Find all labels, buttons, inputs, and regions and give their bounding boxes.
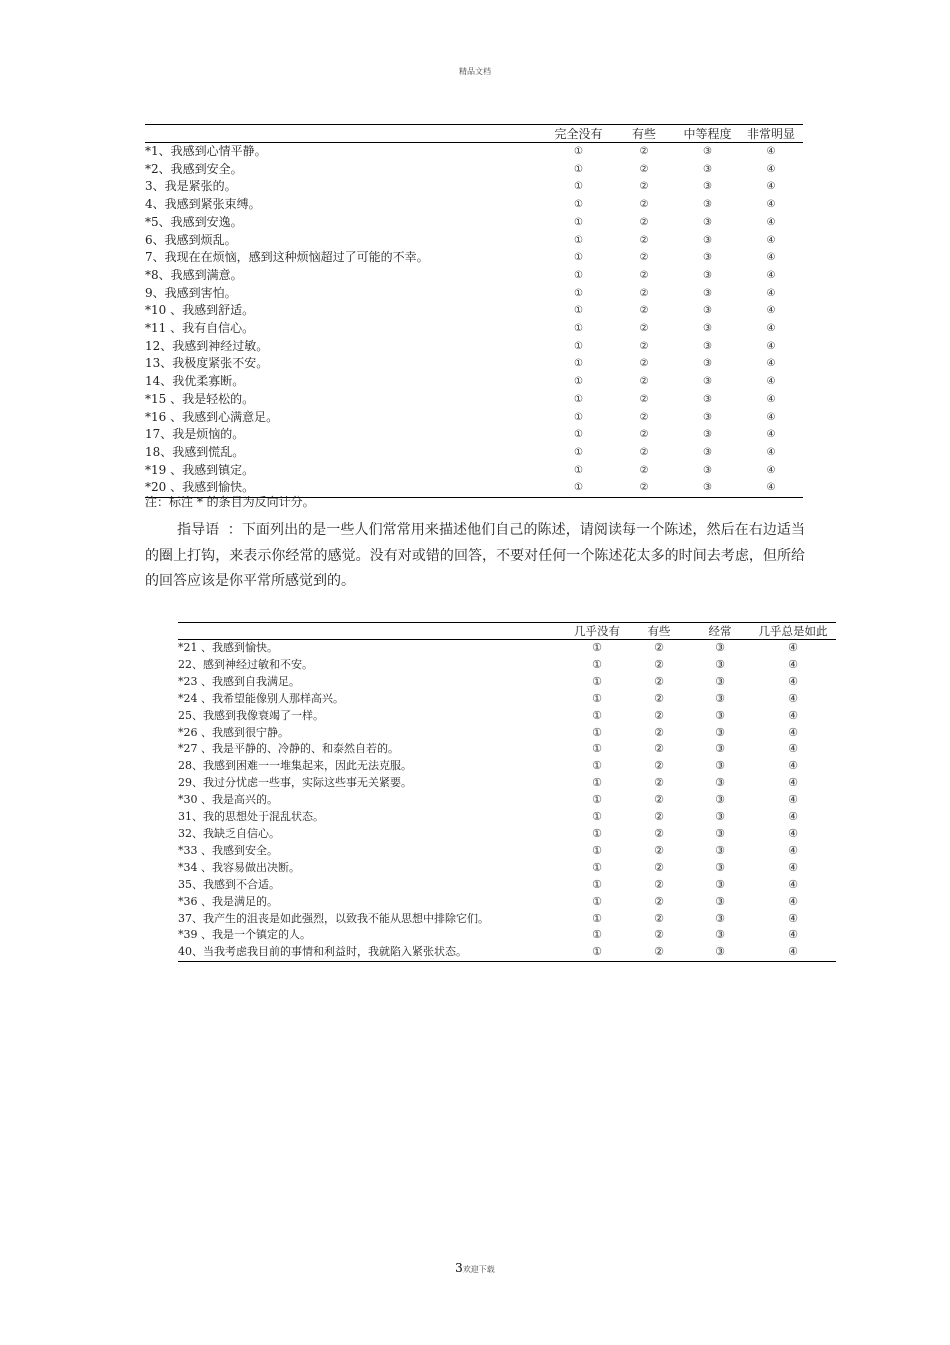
rating-option-4[interactable]: ④ (766, 429, 776, 441)
rating-option-4[interactable]: ④ (766, 393, 776, 405)
item-text: *8、我感到满意。 (145, 267, 243, 282)
rating-option-4[interactable]: ④ (788, 826, 798, 840)
rating-option-2[interactable]: ② (639, 163, 649, 175)
table-row (145, 391, 803, 409)
rating-option-1[interactable]: ① (574, 163, 583, 175)
rating-option-1[interactable]: ① (574, 464, 583, 476)
item-text: 37、我产生的沮丧是如此强烈，以致我不能从思想中排除它们。 (178, 911, 489, 925)
item-text: 7、我现在在烦恼，感到这种烦恼超过了可能的不幸。 (145, 250, 429, 265)
table-row (145, 267, 803, 285)
rating-option-2[interactable]: ② (639, 252, 649, 264)
rating-option-1[interactable]: ① (592, 759, 602, 773)
table-row (145, 161, 803, 179)
anxiety-scale-table-2 (178, 622, 836, 962)
item-text: 28、我感到困难一一堆集起来，因此无法克服。 (178, 759, 412, 773)
table-row (145, 409, 803, 427)
rating-option-2[interactable]: ② (654, 708, 664, 722)
rating-option-1[interactable]: ① (592, 877, 602, 891)
rating-option-3[interactable]: ③ (703, 464, 712, 476)
table-row (145, 249, 803, 267)
table-row (178, 725, 836, 742)
rating-option-3[interactable]: ③ (715, 759, 725, 773)
table-row (178, 657, 836, 674)
rating-option-4[interactable]: ④ (788, 759, 798, 773)
table-row (178, 894, 836, 911)
rating-option-3[interactable]: ③ (715, 657, 725, 671)
table-row (178, 674, 836, 691)
rating-option-4[interactable]: ④ (788, 708, 798, 722)
rating-option-2[interactable]: ② (639, 393, 649, 405)
rating-option-4[interactable]: ④ (766, 411, 776, 423)
item-text: *5、我感到安逸。 (145, 214, 243, 229)
item-text: *16 、我感到心满意足。 (145, 409, 279, 424)
page-footer (0, 1261, 950, 1275)
table-row (145, 462, 803, 480)
rating-option-4[interactable]: ④ (766, 163, 776, 175)
rating-option-1[interactable]: ① (592, 928, 602, 942)
rating-option-4[interactable]: ④ (766, 305, 776, 317)
rating-option-2[interactable]: ② (639, 234, 649, 246)
rating-option-3[interactable]: ③ (715, 641, 725, 654)
item-text: *27 、我是平静的、冷静的、和泰然自若的。 (178, 742, 399, 756)
rating-option-2[interactable]: ② (639, 464, 649, 476)
item-text: *15 、我是轻松的。 (145, 391, 255, 406)
table-row (145, 285, 803, 303)
rating-option-2[interactable]: ② (639, 323, 649, 335)
rating-option-3[interactable]: ③ (715, 674, 725, 688)
rating-option-4[interactable]: ④ (788, 691, 798, 705)
table-row (178, 741, 836, 758)
rating-option-3[interactable]: ③ (703, 269, 712, 281)
rating-option-1[interactable]: ① (592, 793, 602, 807)
table-row (178, 927, 836, 944)
rating-option-4[interactable]: ④ (788, 877, 798, 891)
item-text: 13、我极度紧张不安。 (145, 356, 269, 371)
footnote: 注：标注 * 的条目为反向计分。 (145, 495, 315, 509)
rating-option-2[interactable]: ② (654, 776, 664, 790)
page-number: 3 (455, 1261, 463, 1275)
rating-option-3[interactable]: ③ (703, 181, 712, 193)
item-text: *39 、我是一个镇定的人。 (178, 928, 311, 942)
rating-option-4[interactable]: ④ (766, 252, 776, 264)
item-text: *26 、我感到很宁静。 (178, 725, 289, 739)
rating-option-4[interactable]: ④ (766, 482, 776, 494)
rating-option-3[interactable]: ③ (715, 860, 725, 874)
item-text: *2、我感到安全。 (145, 161, 243, 176)
rating-option-3[interactable]: ③ (703, 216, 712, 228)
rating-option-3[interactable]: ③ (703, 376, 712, 388)
rating-option-2[interactable]: ② (639, 269, 649, 281)
rating-option-2[interactable]: ② (639, 340, 649, 352)
rating-option-1[interactable]: ① (592, 911, 602, 925)
rating-option-4[interactable]: ④ (788, 928, 798, 942)
rating-option-3[interactable]: ③ (703, 305, 712, 317)
rating-option-4[interactable]: ④ (788, 776, 798, 790)
rating-option-1[interactable]: ① (574, 411, 583, 423)
column-header: 非常明显 (739, 125, 803, 143)
item-text: 31、我的思想处于混乱状态。 (178, 810, 324, 824)
column-header: 经常 (690, 623, 750, 640)
rating-option-3[interactable]: ③ (703, 393, 712, 405)
rating-option-3[interactable]: ③ (703, 287, 712, 299)
rating-option-4[interactable]: ④ (788, 742, 798, 756)
table-row (145, 338, 803, 356)
item-text: *20 、我感到愉快。 (145, 480, 255, 495)
rating-option-4[interactable]: ④ (788, 793, 798, 807)
item-text: *23 、我感到自我满足。 (178, 674, 300, 688)
rating-option-1[interactable]: ① (592, 725, 602, 739)
rating-option-2[interactable]: ② (654, 877, 664, 891)
rating-option-2[interactable]: ② (654, 810, 664, 824)
item-text: 17、我是烦恼的。 (145, 427, 245, 442)
rating-option-2[interactable]: ② (639, 376, 649, 388)
table-row (145, 178, 803, 196)
item-text: *1、我感到心情平静。 (145, 144, 267, 158)
rating-option-1[interactable]: ① (592, 810, 602, 824)
item-text: 3、我是紧张的。 (145, 179, 237, 194)
table-row (145, 232, 803, 250)
table-row (178, 911, 836, 928)
rating-option-1[interactable]: ① (574, 199, 583, 211)
rating-option-4[interactable]: ④ (788, 641, 798, 654)
rating-option-1[interactable]: ① (574, 287, 583, 299)
column-header: 几乎没有 (566, 623, 628, 640)
rating-option-3[interactable]: ③ (715, 826, 725, 840)
rating-option-2[interactable]: ② (639, 358, 649, 370)
column-header-item (145, 125, 545, 143)
item-text: 6、我感到烦乱。 (145, 232, 237, 247)
rating-option-3[interactable]: ③ (715, 776, 725, 790)
rating-option-4[interactable]: ④ (788, 894, 798, 908)
rating-option-1[interactable]: ① (574, 340, 583, 352)
rating-option-4[interactable]: ④ (766, 199, 776, 211)
rating-option-1[interactable]: ① (592, 776, 602, 790)
rating-option-3[interactable]: ③ (703, 446, 712, 458)
rating-option-3[interactable]: ③ (703, 146, 712, 157)
column-header: 中等程度 (676, 125, 739, 143)
rating-option-1[interactable]: ① (574, 146, 583, 157)
rating-option-2[interactable]: ② (639, 287, 649, 299)
rating-option-2[interactable]: ② (654, 911, 664, 925)
column-header: 有些 (612, 125, 676, 143)
rating-option-4[interactable]: ④ (788, 911, 798, 925)
rating-option-3[interactable]: ③ (715, 708, 725, 722)
rating-option-4[interactable]: ④ (766, 216, 776, 228)
rating-option-4[interactable]: ④ (766, 181, 776, 193)
rating-option-2[interactable]: ② (639, 411, 649, 423)
rating-option-3[interactable]: ③ (715, 691, 725, 705)
table-row (178, 826, 836, 843)
instructions: 指导语 ：下面列出的是一些人们常常用来描述他们自己的陈述，请阅读每一个陈述，然后在右边适当的圈上打钩，来表示你经常的感觉。没有对或错的回答，不要对任何一个陈述花太多的时间去考虑，但所给的回答应该是你平常所感觉到的。 (145, 522, 805, 589)
table-row (145, 355, 803, 373)
item-text: 9、我感到害怕。 (145, 285, 237, 300)
rating-option-4[interactable]: ④ (788, 945, 798, 959)
item-text: *30 、我是高兴的。 (178, 793, 278, 807)
table-row (178, 809, 836, 826)
header-note: 精品文档 (459, 67, 491, 76)
item-text: 14、我优柔寡断。 (145, 374, 245, 389)
rating-option-3[interactable]: ③ (715, 945, 725, 959)
table-row (178, 792, 836, 809)
table-row (145, 302, 803, 320)
rating-option-2[interactable]: ② (654, 657, 664, 671)
rating-option-2[interactable]: ② (639, 216, 649, 228)
column-header: 有些 (628, 623, 690, 640)
column-header-item (178, 623, 566, 640)
rating-option-3[interactable]: ③ (703, 323, 712, 335)
item-text: *33 、我感到安全。 (178, 843, 278, 857)
rating-option-1[interactable]: ① (592, 674, 602, 688)
item-text: 4、我感到紧张束缚。 (145, 197, 261, 212)
rating-option-4[interactable]: ④ (766, 269, 776, 281)
rating-option-3[interactable]: ③ (715, 810, 725, 824)
table-row (178, 758, 836, 775)
rating-option-1[interactable]: ① (574, 234, 583, 246)
rating-option-2[interactable]: ② (639, 146, 649, 157)
rating-option-1[interactable]: ① (592, 826, 602, 840)
rating-option-4[interactable]: ④ (766, 376, 776, 388)
table-row (145, 196, 803, 214)
table-row (178, 843, 836, 860)
item-text: *19 、我感到镇定。 (145, 462, 255, 477)
item-text: 18、我感到慌乱。 (145, 444, 245, 459)
rating-option-2[interactable]: ② (654, 674, 664, 688)
rating-option-4[interactable]: ④ (788, 843, 798, 857)
item-text: 32、我缺乏自信心。 (178, 826, 280, 840)
item-text: *11 、我有自信心。 (145, 321, 255, 336)
item-text: 29、我过分忧虑一些事，实际这些事无关紧要。 (178, 776, 412, 790)
rating-option-3[interactable]: ③ (703, 234, 712, 246)
rating-option-2[interactable]: ② (654, 928, 664, 942)
rating-option-3[interactable]: ③ (703, 340, 712, 352)
rating-option-4[interactable]: ④ (766, 146, 776, 157)
rating-option-2[interactable]: ② (654, 641, 664, 654)
rating-option-3[interactable]: ③ (715, 843, 725, 857)
table-row (178, 877, 836, 894)
item-text: *24 、我希望能像别人那样高兴。 (178, 691, 344, 705)
rating-option-1[interactable]: ① (592, 894, 602, 908)
rating-option-4[interactable]: ④ (788, 860, 798, 874)
rating-option-3[interactable]: ③ (715, 793, 725, 807)
rating-option-4[interactable]: ④ (766, 340, 776, 352)
rating-option-2[interactable]: ② (654, 759, 664, 773)
rating-option-4[interactable]: ④ (788, 725, 798, 739)
table-row (145, 214, 803, 232)
rating-option-4[interactable]: ④ (766, 358, 776, 370)
rating-option-1[interactable]: ① (592, 945, 602, 959)
rating-option-1[interactable]: ① (592, 641, 602, 654)
rating-option-3[interactable]: ③ (703, 429, 712, 441)
rating-option-3[interactable]: ③ (715, 894, 725, 908)
table-row (145, 444, 803, 462)
rating-option-1[interactable]: ① (574, 358, 583, 370)
rating-option-2[interactable]: ② (654, 826, 664, 840)
item-text: *36 、我是满足的。 (178, 894, 278, 908)
item-text: *34 、我容易做出决断。 (178, 860, 300, 874)
footer-text: 欢迎下载 (462, 1265, 495, 1274)
table-row (145, 143, 803, 161)
item-text: 35、我感到不合适。 (178, 877, 280, 891)
rating-option-3[interactable]: ③ (703, 411, 712, 423)
rating-option-2[interactable]: ② (654, 894, 664, 908)
rating-option-3[interactable]: ③ (703, 199, 712, 211)
rating-option-2[interactable]: ② (639, 305, 649, 317)
rating-option-1[interactable]: ① (592, 860, 602, 874)
rating-option-4[interactable]: ④ (766, 464, 776, 476)
table-row (178, 640, 836, 657)
rating-option-2[interactable]: ② (639, 429, 649, 441)
rating-option-3[interactable]: ③ (715, 911, 725, 925)
rating-option-3[interactable]: ③ (715, 742, 725, 756)
rating-option-1[interactable]: ① (574, 216, 583, 228)
table-row (145, 373, 803, 391)
rating-option-3[interactable]: ③ (703, 358, 712, 370)
rating-option-2[interactable]: ② (654, 860, 664, 874)
rating-option-4[interactable]: ④ (788, 674, 798, 688)
rating-option-3[interactable]: ③ (715, 725, 725, 739)
item-text: 40、当我考虑我目前的事情和利益时，我就陷入紧张状态。 (178, 945, 467, 959)
table-row (145, 320, 803, 338)
column-header: 几乎总是如此 (750, 623, 836, 640)
rating-option-1[interactable]: ① (592, 708, 602, 722)
rating-option-4[interactable]: ④ (766, 287, 776, 299)
item-text: *10 、我感到舒适。 (145, 303, 255, 318)
rating-option-2[interactable]: ② (654, 843, 664, 857)
rating-option-1[interactable]: ① (574, 323, 583, 335)
rating-option-4[interactable]: ④ (788, 810, 798, 824)
rating-option-2[interactable]: ② (654, 945, 664, 959)
rating-option-2[interactable]: ② (654, 725, 664, 739)
rating-option-1[interactable]: ① (592, 691, 602, 705)
rating-option-1[interactable]: ① (592, 657, 602, 671)
rating-option-2[interactable]: ② (654, 742, 664, 756)
table-row (178, 708, 836, 725)
rating-option-1[interactable]: ① (574, 429, 583, 441)
rating-option-2[interactable]: ② (654, 793, 664, 807)
rating-option-1[interactable]: ① (574, 252, 583, 264)
item-text: *21 、我感到愉快。 (178, 641, 278, 654)
rating-option-1[interactable]: ① (574, 482, 583, 494)
table-row (178, 860, 836, 877)
rating-option-1[interactable]: ① (574, 376, 583, 388)
rating-option-3[interactable]: ③ (703, 163, 712, 175)
rating-option-2[interactable]: ② (654, 691, 664, 705)
rating-option-1[interactable]: ① (574, 393, 583, 405)
rating-option-1[interactable]: ① (574, 269, 583, 281)
table-row (145, 426, 803, 444)
rating-option-3[interactable]: ③ (715, 877, 725, 891)
rating-option-1[interactable]: ① (574, 446, 583, 458)
rating-option-1[interactable]: ① (574, 305, 583, 317)
item-text: 25、我感到我像衰竭了一样。 (178, 708, 324, 722)
table-row (178, 944, 836, 961)
rating-option-3[interactable]: ③ (703, 482, 712, 494)
rating-option-3[interactable]: ③ (715, 928, 725, 942)
rating-option-2[interactable]: ② (639, 181, 649, 193)
rating-option-2[interactable]: ② (639, 482, 649, 494)
table-row (178, 775, 836, 792)
anxiety-scale-table-1 (145, 124, 803, 498)
rating-option-1[interactable]: ① (592, 742, 602, 756)
rating-option-3[interactable]: ③ (703, 252, 712, 264)
rating-option-4[interactable]: ④ (766, 446, 776, 458)
rating-option-4[interactable]: ④ (788, 657, 798, 671)
table-row (178, 691, 836, 708)
item-text: 12、我感到神经过敏。 (145, 338, 269, 353)
rating-option-2[interactable]: ② (639, 199, 649, 211)
rating-option-1[interactable]: ① (592, 843, 602, 857)
rating-option-4[interactable]: ④ (766, 234, 776, 246)
item-text: 22、感到神经过敏和不安。 (178, 657, 313, 671)
rating-option-4[interactable]: ④ (766, 323, 776, 335)
column-header: 完全没有 (545, 125, 612, 143)
rating-option-1[interactable]: ① (574, 181, 583, 193)
rating-option-2[interactable]: ② (639, 446, 649, 458)
